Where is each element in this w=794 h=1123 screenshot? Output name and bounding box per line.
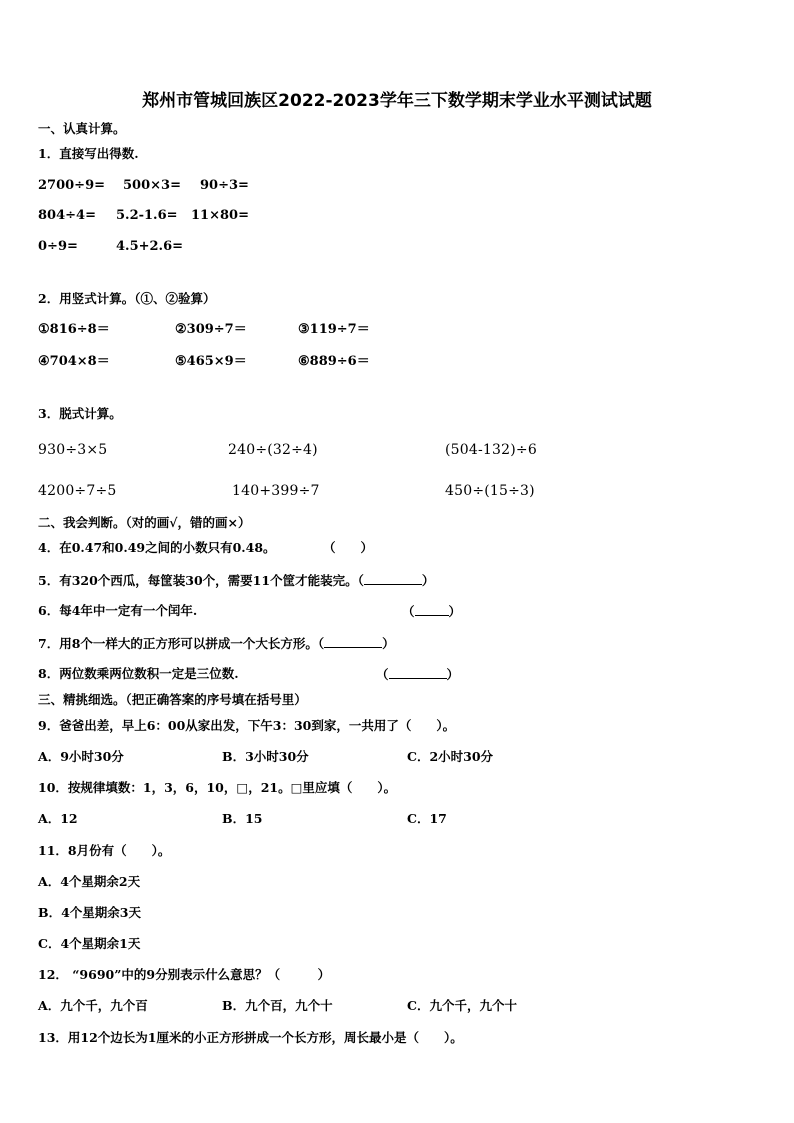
q9-option-b[interactable]: B．3小时30分 [222, 749, 309, 764]
q3-item: 450÷(15÷3) [445, 483, 535, 499]
q6-open: （ [402, 604, 415, 619]
q5-row [38, 572, 434, 589]
q9-option-a[interactable]: A．9小时30分 [38, 749, 124, 764]
q3-text: 3．脱式计算。 [38, 406, 122, 421]
q1-item: 5.2-1.6= [116, 208, 178, 223]
section-3-heading: 三、精挑细选。（把正确答案的序号填在括号里） [38, 692, 307, 707]
q1-item: 90÷3= [200, 178, 249, 193]
q12-option-a[interactable]: A．九个千，九个百 [38, 998, 148, 1013]
q10-option-a[interactable]: A．12 [38, 811, 78, 826]
section-1-heading: 一、认真计算。 [38, 121, 126, 136]
q5-answer-blank[interactable] [364, 572, 422, 585]
q6-close: ） [448, 604, 462, 619]
q3-item: (504-132)÷6 [445, 442, 537, 458]
q2-text: 2．用竖式计算。（①、②验算） [38, 291, 216, 306]
q2-item: ⑤465×9＝ [175, 354, 247, 369]
q10-option-c[interactable]: C．17 [407, 811, 447, 826]
q3-item: 930÷3×5 [38, 442, 108, 458]
q9-text: 9．爸爸出差，早上6：00从家出发，下午3：30到家，一共用了（ ）。 [38, 718, 456, 733]
q8-close: ） [446, 667, 460, 682]
q8-answer-row [376, 666, 459, 683]
q10-option-b[interactable]: B．15 [222, 811, 263, 826]
q8-answer-blank[interactable] [389, 666, 447, 679]
q11-text: 11．8月份有（ ）。 [38, 843, 171, 858]
q13-text: 13．用12个边长为1厘米的小正方形拼成一个长方形，周长最小是（ ）。 [38, 1030, 463, 1045]
q2-item: ③119÷7＝ [298, 322, 370, 337]
q1-item: 11×80= [191, 208, 249, 223]
q2-item: ④704×8＝ [38, 354, 110, 369]
q12-option-b[interactable]: B．九个百，九个十 [222, 998, 333, 1013]
q7-row [38, 635, 395, 652]
q5-text: 5．有320个西瓜，每筐装30个，需要11个筐才能装完。（ [38, 573, 364, 588]
q1-item: 4.5+2.6= [116, 239, 184, 254]
q10-text: 10．按规律填数：1，3，6，10，□，21。□里应填（ ）。 [38, 780, 397, 795]
q2-item: ②309÷7＝ [175, 322, 247, 337]
q1-item: 500×3= [123, 178, 181, 193]
q11-option-a[interactable]: A．4个星期余2天 [38, 874, 141, 889]
q1-item: 0÷9= [38, 239, 78, 254]
q7-answer-blank[interactable] [324, 635, 382, 648]
q2-item: ①816÷8＝ [38, 322, 110, 337]
q1-item: 2700÷9= [38, 178, 106, 193]
q3-item: 4200÷7÷5 [38, 483, 117, 499]
page-title: 郑州市管城回族区2022-2023学年三下数学期末学业水平测试试题 [142, 91, 652, 111]
q7-close: ） [382, 636, 395, 651]
q7-text: 7．用8个一样大的正方形可以拼成一个大长方形。（ [38, 636, 325, 651]
q4-answer-paren: （ ） [323, 540, 374, 555]
q8-open: （ [376, 667, 389, 682]
q3-item: 140+399÷7 [232, 483, 320, 499]
q1-item: 804÷4= [38, 208, 96, 223]
q1-text: 1．直接写出得数. [38, 146, 139, 161]
q11-option-b[interactable]: B．4个星期余3天 [38, 905, 141, 920]
q6-answer-row [402, 603, 461, 620]
q9-option-c[interactable]: C．2小时30分 [407, 749, 494, 764]
q12-text: 12． “9690”中的9分别表示什么意思？（ ） [38, 967, 331, 982]
q12-option-c[interactable]: C．九个千，九个十 [407, 998, 517, 1013]
q6-answer-blank[interactable] [415, 603, 449, 616]
q4-text: 4．在0.47和0.49之间的小数只有0.48。 [38, 540, 276, 555]
q8-text: 8．两位数乘两位数积一定是三位数. [38, 666, 239, 681]
q5-close: ） [421, 573, 435, 588]
q2-item: ⑥889÷6＝ [298, 354, 370, 369]
q6-text: 6．每4年中一定有一个闰年. [38, 603, 198, 618]
q11-option-c[interactable]: C．4个星期余1天 [38, 936, 141, 951]
q3-item: 240÷(32÷4) [228, 442, 318, 458]
section-2-heading: 二、我会判断。（对的画√，错的画×） [38, 515, 251, 530]
